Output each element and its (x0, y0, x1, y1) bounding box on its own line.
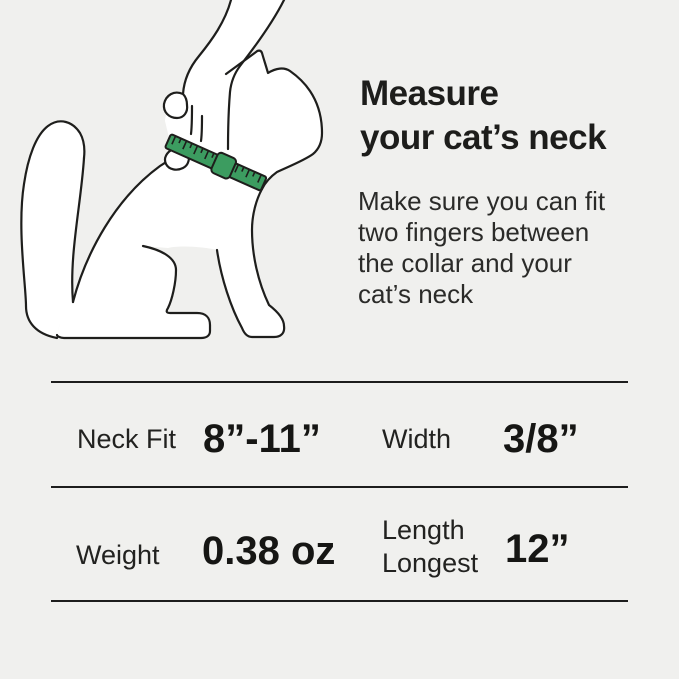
neck-fit-label: Neck Fit (77, 424, 177, 454)
page-title (360, 72, 606, 160)
instruction-text (358, 186, 605, 310)
length-longest-value: 12” (505, 527, 570, 571)
instruction-line-1: Make sure you can fit (358, 186, 606, 216)
weight-value: 0.38 oz (202, 529, 336, 573)
width-value: 3/8” (503, 417, 579, 461)
divider-middle (51, 486, 628, 488)
divider-top (51, 381, 628, 383)
page-title-line-1: Measure (360, 74, 499, 113)
finger-line-2 (201, 116, 202, 141)
finger-line-1 (191, 106, 192, 134)
instruction-line-2: two fingers between (358, 217, 590, 247)
fingertip-top (164, 93, 187, 118)
weight-label: Weight (76, 540, 160, 570)
divider-bottom (51, 600, 628, 602)
instruction-line-4: cat’s neck (358, 279, 474, 309)
instruction-line-3: the collar and your (358, 248, 572, 278)
length-longest-label: Length Longest (382, 515, 479, 578)
neck-fit-value: 8”-11” (203, 417, 321, 461)
cat-measurement-illustration (0, 0, 345, 360)
width-label: Width (382, 424, 452, 454)
page-title-line-2: your cat’s neck (360, 118, 607, 157)
